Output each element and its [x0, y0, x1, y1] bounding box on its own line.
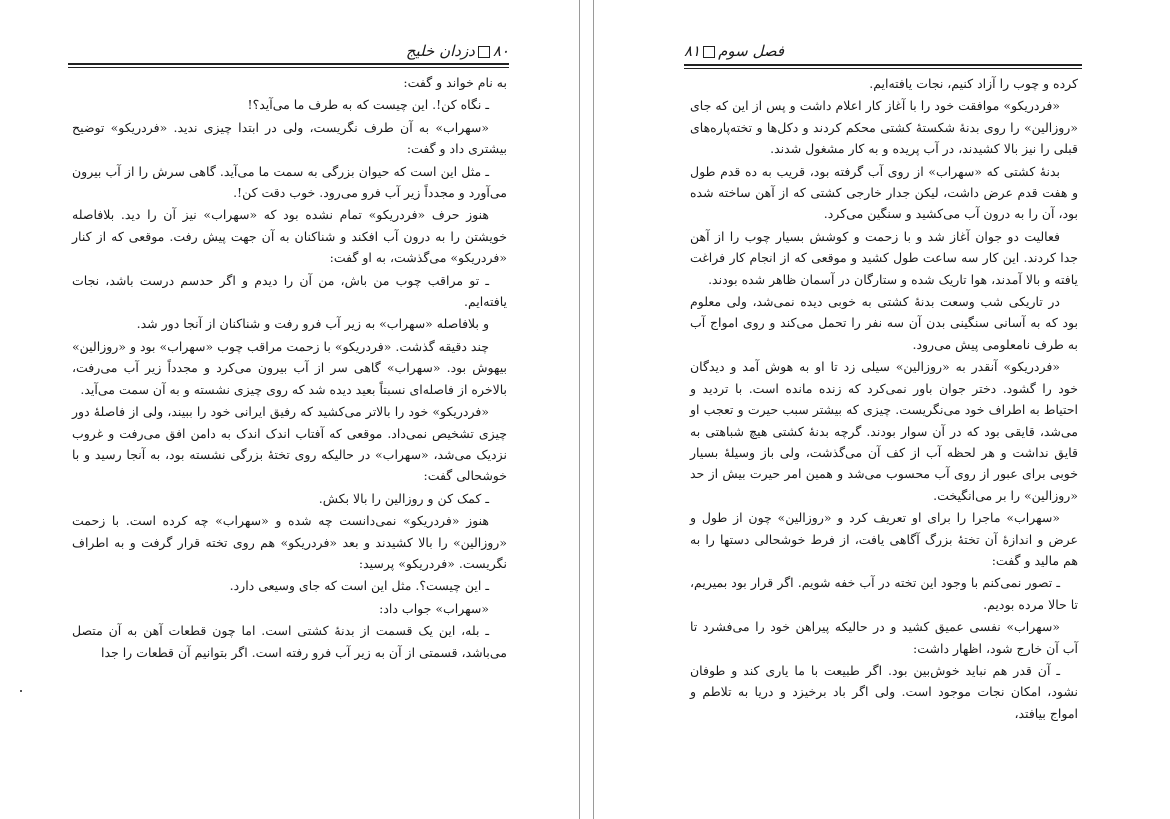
paragraph: و بلافاصله «سهراب» به زیر آب فرو رفت و شناکنان از آنجا دور شد.	[136, 316, 489, 332]
scan-speck	[20, 690, 22, 692]
paragraph: «سهراب» نفسی عمیق کشید و در حالیکه پیراهن خود را می‌فشرد تا آب آن خارج شود، اظهار داشت:	[690, 619, 1078, 656]
left-page-number: ۸۰	[492, 42, 509, 60]
paragraph: هنوز حرف «فردریکو» تمام نشده بود که «سهراب» نیز آن را دید. بلافاصله خویشتن را به درون آب افکند و شناکنان به آن جهت پیش رفت. موقعی که از کنار «فردریکو» می‌گذشت، به او گفت:	[72, 207, 507, 266]
left-page-header-text	[406, 42, 509, 60]
left-page-running-title: دزدان خلیج	[405, 42, 475, 60]
paragraph: ـ آن قدر هم نباید خوش‌بین بود. اگر طبیعت با ما یاری کند و طوفان نشود، امکان نجات موجود است. ولی اگر باد برخیزد و دریا به تلاطم و امواج بیافتد،	[690, 662, 1078, 721]
paragraph: «سهراب» جواب داد:	[379, 600, 489, 616]
paragraph: چند دقیقه گذشت. «فردریکو» با زحمت مراقب چوب «سهراب» بود و «روزالین» بیهوش بود. «سهراب» گاهی سر از آب بیرون می‌کرد و مجدداً زیر آب می‌رفت، بالاخره از فاصله‌ای نسبتاً بعید دیده شد که روی چیزی نشسته و به آن سمت می‌آید.	[72, 338, 507, 397]
paragraph: «فردریکو» خود را بالاتر می‌کشید که رفیق ایرانی خود را ببیند، ولی از فاصلهٔ دور چیزی تشخیص نمی‌داد. موقعی که آفتاب اندک اندک به دامن افق می‌رفت و غروب نزدیک می‌شد، «سهراب» در حالیکه روی تختهٔ بزرگی نشسته بود، به آنجا رسید و با خوشحالی گفت:	[72, 404, 507, 484]
paragraph: در تاریکی شب وسعت بدنهٔ کشتی به خوبی دیده نمی‌شد، ولی معلوم بود که به آسانی سنگینی بدن آن سه نفر را تحمل می‌کند و روی امواج آب به طرف نامعلومی پیش می‌رود.	[690, 294, 1078, 352]
right-header-rule-thick	[684, 64, 1082, 66]
book-gutter	[580, 0, 593, 819]
header-square-icon	[703, 46, 715, 58]
paragraph: به نام خواند و گفت:	[403, 75, 507, 90]
paragraph: ـ بله، این یک قسمت از بدنهٔ کشتی است. اما چون قطعات آهن به آن متصل می‌باشد، قسمتی از آن به زیر آب فرو رفته است. اگر بتوانیم آن قطعات را جدا	[72, 623, 507, 660]
paragraph: «فردریکو» موافقت خود را با آغاز کار اعلام داشت و پس از این که جای «روزالین» را روی بدنهٔ شکستهٔ کشتی محکم کردند و دکل‌ها و تخته‌پاره‌های قبلی را نیز بالا کشیدند، در آب پریده و به کار مشغول شدند.	[690, 98, 1078, 157]
paragraph: «سهراب» ماجرا را برای او تعریف کرد و «روزالین» چون از طول و عرض و اندازهٔ آن تختهٔ بزرگ آگاهی یافت، از فرط خوشحالی دستها را به هم مالید و گفت:	[690, 510, 1078, 568]
paragraph: فعالیت دو جوان آغاز شد و با زحمت و کوشش بسیار چوب را از آهن جدا کردند. این کار سه ساعت طول کشید و موقعی که از انجام کار فراغت یافته و بالا آمدند، هوا تاریک شده و ستارگان در آسمان ظاهر شده بودند.	[690, 228, 1078, 287]
left-page-header	[68, 34, 509, 60]
left-header-rule-thin	[68, 67, 509, 68]
header-square-icon	[478, 46, 490, 58]
right-page-header	[684, 34, 1082, 60]
right-page-number: ۸۱	[684, 42, 701, 60]
paragraph: ـ تصور نمی‌کنم با وجود این تخته در آب خفه شویم. اگر قرار بود بمیریم، تا حالا مرده بودیم.	[690, 575, 1078, 612]
left-header-rule-thick	[68, 63, 509, 65]
right-page	[593, 0, 1170, 819]
paragraph: ـ این چیست؟. مثل این است که جای وسیعی دارد.	[229, 578, 489, 594]
paragraph: کرده و چوب را آزاد کنیم، نجات یافته‌ایم.	[869, 76, 1078, 91]
paragraph: ـ مثل این است که حیوان بزرگی به سمت ما می‌آید. گاهی سرش را از آب بیرون می‌آورد و مجدداً زیر آب فرو می‌رود. خوب دقت کن!.	[72, 163, 507, 201]
paragraph: هنوز «فردریکو» نمی‌دانست چه شده و «سهراب» چه کرده است. با زحمت «روزالین» را بالا کشیدند و بعد «فردریکو» هم روی تخته قرار گرفت و به اطراف نگریست. «فردریکو» پرسید:	[72, 513, 507, 571]
right-page-running-title: فصل سوم	[718, 42, 785, 60]
right-page-body	[690, 73, 1078, 725]
right-header-rule-thin	[684, 68, 1082, 69]
left-page-body	[72, 72, 507, 664]
paragraph: بدنهٔ کشتی که «سهراب» از روی آب گرفته بود، قریب به ده قدم طول و هفت قدم عرض داشت، لیکن جدار خارجی کشتی که از آهن ساخته شده بود، آن را به درون آب می‌کشید و سنگین می‌کرد.	[690, 163, 1078, 222]
paragraph: ـ کمک کن و روزالین را بالا بکش.	[318, 490, 489, 506]
paragraph: ـ نگاه کن!. این چیست که به طرف ما می‌آید؟!	[247, 97, 489, 113]
right-page-header-text	[684, 42, 784, 60]
paragraph: «فردریکو» آنقدر به «روزالین» سیلی زد تا او به هوش آمد و دیدگان خود را گشود. دختر جوان باور نمی‌کرد که زنده مانده است. با تردید و احتیاط به اطراف خود می‌نگریست. چیزی که بیشتر سبب حیرت و تعجب او می‌شد، قایقی بود که در آن سوار بودند. گرچه بدنهٔ کشتی هیچ شباهتی به قایق نداشت و هر لحظه آب از کف آن می‌گذشت، ولی باز وسیلهٔ بسیار خوبی برای عبور از روی آب محسوب می‌شد و همین امر حیرت بیش از حد «روزالین» را بر می‌انگیخت.	[690, 359, 1078, 503]
paragraph: «سهراب» به آن طرف نگریست، ولی در ابتدا چیزی ندید. «فردریکو» توضیح بیشتری داد و گفت:	[72, 119, 507, 157]
left-page	[0, 0, 580, 819]
paragraph: ـ تو مراقب چوب من باش، من آن را دیدم و اگر حدسم درست باشد، نجات یافته‌ایم.	[72, 272, 507, 310]
